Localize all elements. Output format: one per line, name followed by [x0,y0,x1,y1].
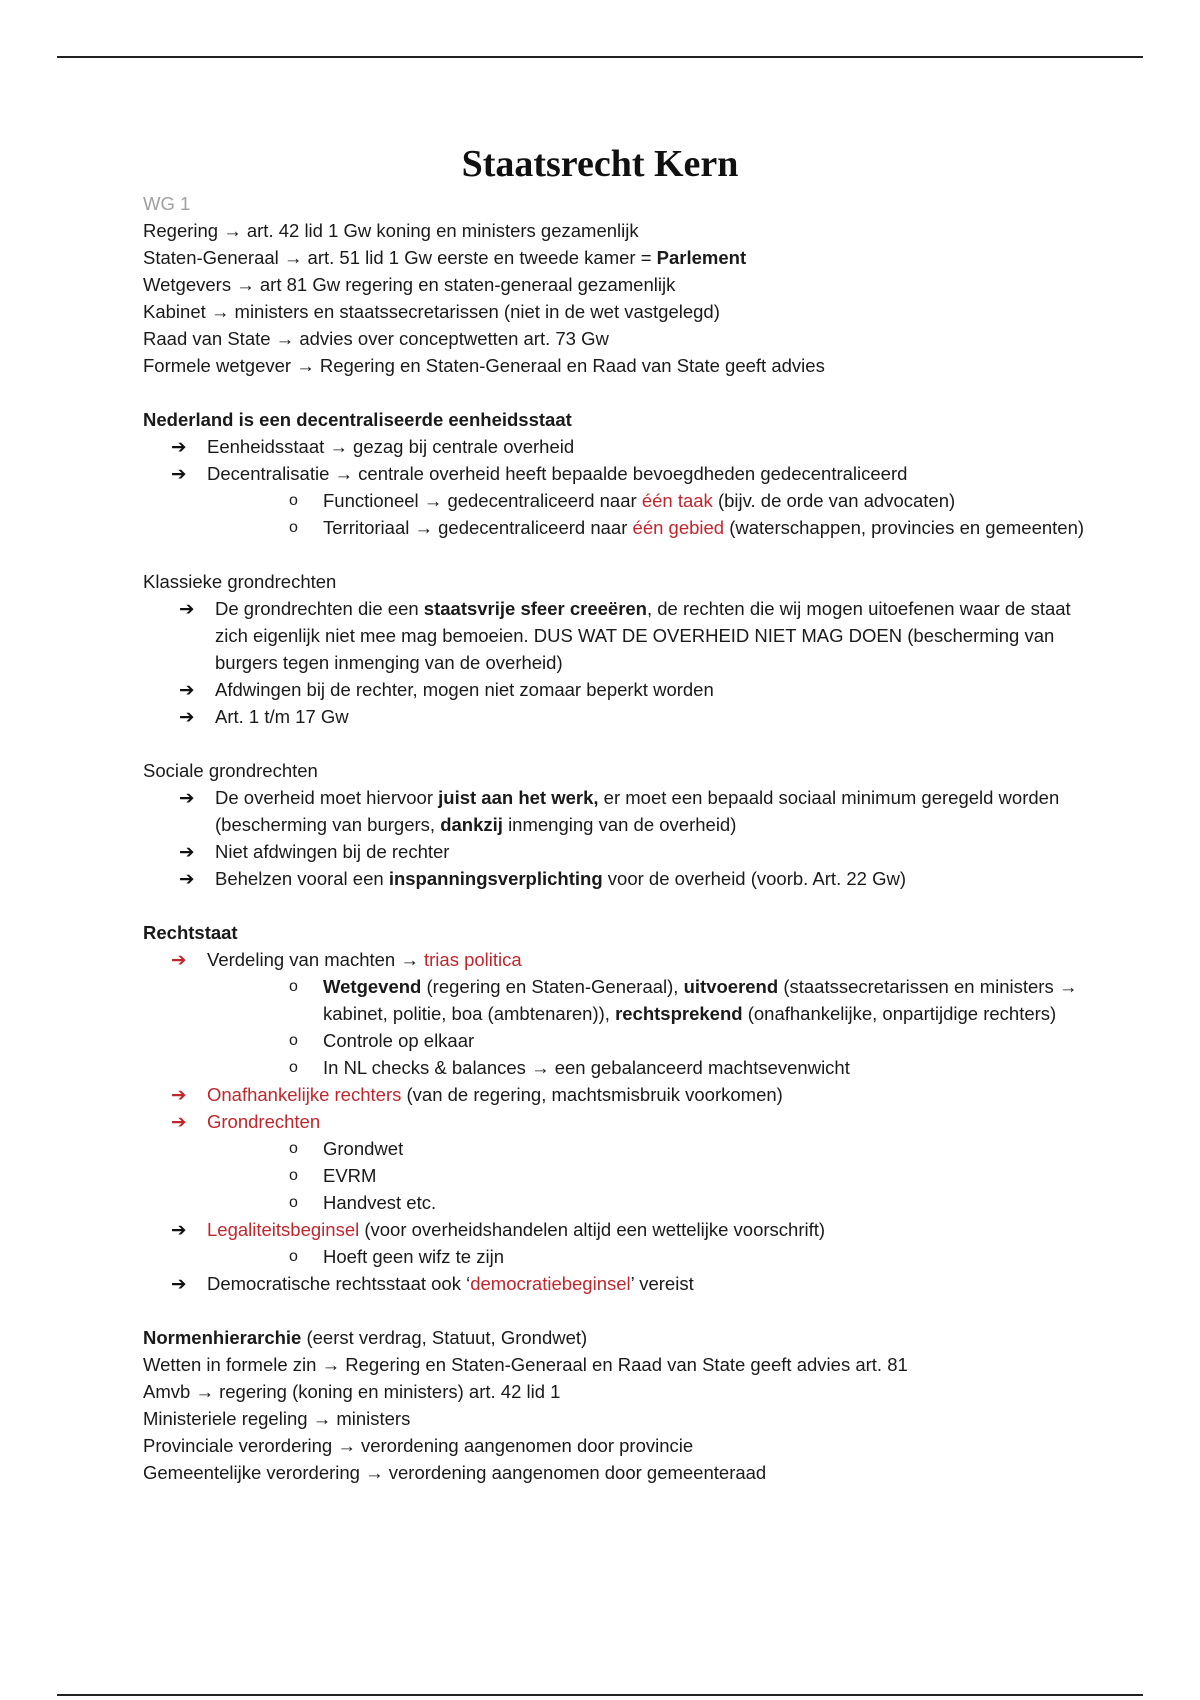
normen-row: Provinciale verordering → verordening aangenomen door provincie [143,1435,694,1456]
intro-line: Regering → art. 42 lid 1 Gw koning en ministers gezamenlijk [143,220,639,241]
heading-rechtstaat: Rechtstaat [143,922,238,943]
arrow-bullet-icon: ➔ [179,706,195,727]
bullet-item: ➔ De grondrechten die een staatsvrije sfeer creeëren, de rechten die wij mogen uitoefenen waar de staat zich eigenlijk niet mee mag bemoeien. DUS WAT DE OVERHEID NIET MAG DOEN (bescherming van burgers tegen inmenging van de overheid) [143,595,1103,676]
bullet-item: ➔ Legaliteitsbeginsel (voor overheidshandelen altijd een wettelijke voorschrift) [143,1216,1103,1243]
intro-line: Staten-Generaal → art. 51 lid 1 Gw eerste en tweede kamer = Parlement [143,247,747,268]
arrow-bullet-icon: ➔ [171,1084,187,1105]
heading-sociaal: Sociale grondrechten [143,760,318,781]
bullet-item: ➔ Art. 1 t/m 17 Gw [143,703,1103,730]
arrow-bullet-icon: ➔ [171,1219,187,1240]
circle-bullet-icon: o [289,978,298,995]
intro-line: Formele wetgever → Regering en Staten-Generaal en Raad van State geeft advies [143,355,825,376]
normen-row: Wetten in formele zin → Regering en Staten-Generaal en Raad van State geeft advies art. 81 [143,1354,908,1375]
heading-normen: Normenhierarchie (eerst verdrag, Statuut, Grondwet) [143,1327,588,1348]
intro-line: Kabinet → ministers en staatssecretarissen (niet in de wet vastgelegd) [143,301,720,322]
bullet-item: ➔ Behelzen vooral een inspanningsverplichting voor de overheid (voorb. Art. 22 Gw) [143,865,1103,892]
circle-bullet-icon: o [289,519,298,536]
circle-bullet-icon: o [289,492,298,509]
circle-bullet-icon: o [289,1248,298,1265]
arrow-bullet-icon: ➔ [171,1111,187,1132]
sub-bullet-item: o Territoriaal → gedecentraliceerd naar één gebied (waterschappen, provincies en gemeenten) [143,514,1103,541]
arrow-bullet-icon: ➔ [171,1273,187,1294]
document-body [143,190,1103,1486]
sub-bullet-item: o In NL checks & balances → een gebalanceerd machtsevenwicht [143,1054,1103,1081]
bullet-item: ➔ Afdwingen bij de rechter, mogen niet zomaar beperkt worden [143,676,1103,703]
intro-line: Wetgevers → art 81 Gw regering en staten-generaal gezamenlijk [143,274,676,295]
normen-row: Amvb → regering (koning en ministers) art. 42 lid 1 [143,1381,561,1402]
bullet-item: ➔ De overheid moet hiervoor juist aan het werk, er moet een bepaald sociaal minimum geregeld worden (bescherming van burgers, dankzij inmenging van de overheid) [143,784,1103,838]
normen-row: Gemeentelijke verordering → verordening aangenomen door gemeenteraad [143,1462,767,1483]
bullet-item: ➔ Eenheidsstaat → gezag bij centrale overheid [143,433,1103,460]
footer-rule [57,1694,1143,1696]
header-rule [57,56,1143,58]
bullet-item: ➔ Grondrechten [143,1108,1103,1135]
arrow-bullet-icon: ➔ [179,868,195,889]
arrow-bullet-icon: ➔ [171,463,187,484]
bullet-item: ➔ Verdeling van machten → trias politica [143,946,1103,973]
heading-klassiek: Klassieke grondrechten [143,571,337,592]
heading-decentral: Nederland is een decentraliseerde eenheidsstaat [143,409,572,430]
arrow-bullet-icon: ➔ [179,679,195,700]
sub-bullet-item: o EVRM [143,1162,1103,1189]
bullet-item: ➔ Democratische rechtsstaat ook ‘democratiebeginsel’ vereist [143,1270,1103,1297]
section-label: WG 1 [143,193,191,214]
arrow-bullet-icon: ➔ [179,598,195,619]
sub-bullet-item: o Handvest etc. [143,1189,1103,1216]
bullet-item: ➔ Niet afdwingen bij de rechter [143,838,1103,865]
circle-bullet-icon: o [289,1194,298,1211]
circle-bullet-icon: o [289,1059,298,1076]
arrow-bullet-icon: ➔ [171,949,187,970]
arrow-bullet-icon: ➔ [171,436,187,457]
sub-bullet-item: o Functioneel → gedecentraliceerd naar één taak (bijv. de orde van advocaten) [143,487,1103,514]
circle-bullet-icon: o [289,1032,298,1049]
sub-bullet-item: o Hoeft geen wifz te zijn [143,1243,1103,1270]
intro-line: Raad van State → advies over conceptwetten art. 73 Gw [143,328,609,349]
arrow-bullet-icon: ➔ [179,841,195,862]
circle-bullet-icon: o [289,1167,298,1184]
bullet-item: ➔ Onafhankelijke rechters (van de regering, machtsmisbruik voorkomen) [143,1081,1103,1108]
normen-row: Ministeriele regeling → ministers [143,1408,411,1429]
sub-bullet-item: o Grondwet [143,1135,1103,1162]
circle-bullet-icon: o [289,1140,298,1157]
page-title: Staatsrecht Kern [461,143,739,185]
arrow-bullet-icon: ➔ [179,787,195,808]
sub-bullet-item: o Controle op elkaar [143,1027,1103,1054]
sub-bullet-item: o Wetgevend (regering en Staten-Generaal), uitvoerend (staatssecretarissen en ministers → kabinet, politie, boa (ambtenaren)), rechtsprekend (onafhankelijke, onpartijdige rechters) [143,973,1103,1027]
bullet-item: ➔ Decentralisatie → centrale overheid heeft bepaalde bevoegdheden gedecentraliceerd [143,460,1103,487]
